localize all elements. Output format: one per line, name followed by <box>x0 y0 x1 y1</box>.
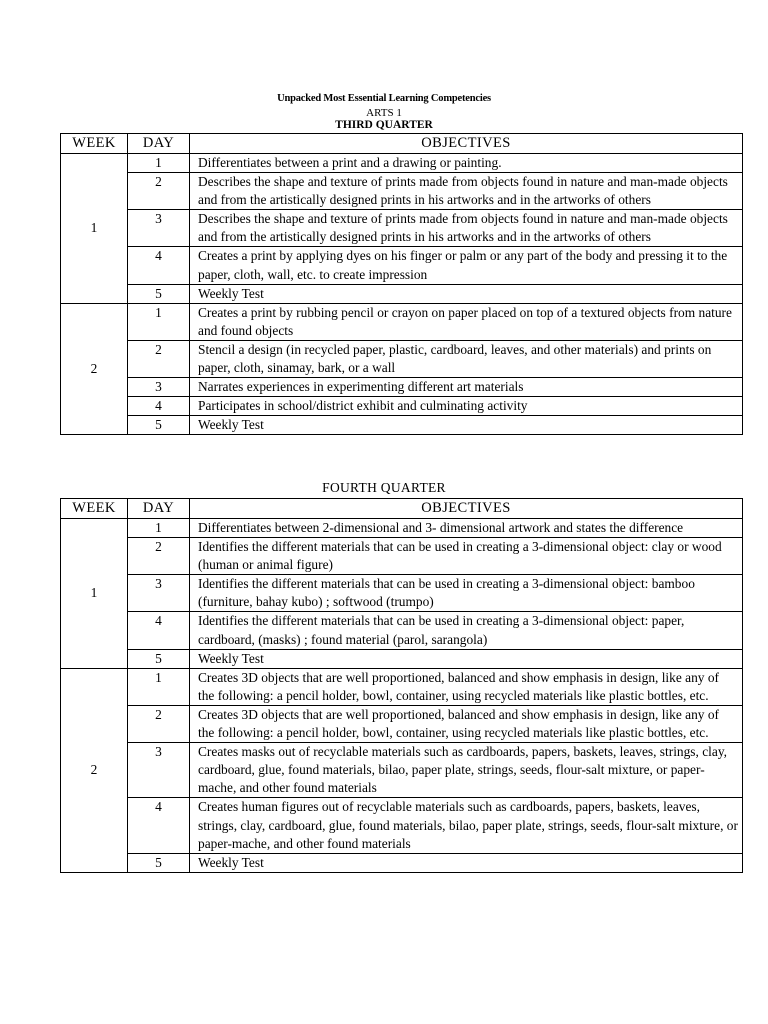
objective-cell: Identifies the different materials that can be used in creating a 3-dimensional object: clay or wood (human or animal figure) <box>190 538 743 575</box>
day-cell: 5 <box>128 649 190 668</box>
objective-cell: Weekly Test <box>190 284 743 303</box>
day-cell: 3 <box>128 575 190 612</box>
table-row <box>61 210 743 247</box>
objective-cell: Weekly Test <box>190 853 743 872</box>
third-quarter-heading: THIRD QUARTER <box>335 119 433 131</box>
day-cell: 1 <box>128 668 190 705</box>
week-cell: 1 <box>61 154 128 304</box>
table-row <box>61 173 743 210</box>
table-row <box>61 612 743 649</box>
week-column-header: WEEK <box>61 134 128 154</box>
day-cell: 5 <box>128 416 190 435</box>
table-row <box>61 284 743 303</box>
day-cell: 1 <box>128 154 190 173</box>
day-column-header: DAY <box>128 134 190 154</box>
objective-cell: Identifies the different materials that can be used in creating a 3-dimensional object: bamboo (furniture, bahay kubo) ; softwood (trumpo) <box>190 575 743 612</box>
day-cell: 2 <box>128 340 190 377</box>
table-row <box>61 668 743 705</box>
week-column-header: WEEK <box>61 499 128 519</box>
objective-cell: Weekly Test <box>190 649 743 668</box>
table-row <box>61 743 743 798</box>
objective-cell: Describes the shape and texture of prints made from objects found in nature and man-made objects and from the artistically designed prints in his artworks and in the artworks of others <box>190 173 743 210</box>
table-row <box>61 154 743 173</box>
table-row <box>61 303 743 340</box>
table-row <box>61 397 743 416</box>
third-quarter-table <box>60 133 743 435</box>
subject-label: ARTS 1 <box>366 107 402 119</box>
day-cell: 5 <box>128 284 190 303</box>
objective-cell: Creates 3D objects that are well proportioned, balanced and show emphasis in design, like any of the following: a pencil holder, bowl, container, using recycled materials like plastic bottles, etc. <box>190 705 743 742</box>
table-row <box>61 416 743 435</box>
objective-cell: Narrates experiences in experimenting different art materials <box>190 378 743 397</box>
objective-cell: Creates a print by applying dyes on his finger or palm or any part of the body and pressing it to the paper, cloth, wall, etc. to create impression <box>190 247 743 284</box>
objective-cell: Weekly Test <box>190 416 743 435</box>
objective-cell: Creates 3D objects that are well proportioned, balanced and show emphasis in design, like any of the following: a pencil holder, bowl, container, using recycled materials like plastic bottles, etc. <box>190 668 743 705</box>
objective-cell: Stencil a design (in recycled paper, plastic, cardboard, leaves, and other materials) and prints on paper, cloth, sinamay, bark, or a wall <box>190 340 743 377</box>
day-cell: 2 <box>128 538 190 575</box>
table-header-row <box>61 134 743 154</box>
objective-cell: Creates human figures out of recyclable materials such as cardboards, papers, baskets, leaves, strings, clay, cardboard, glue, found materials, bilao, paper plate, strings, seeds, flour-salt mixture, or paper-mache, and other found materials <box>190 798 743 853</box>
table-row <box>61 798 743 853</box>
table-row <box>61 519 743 538</box>
week-cell: 1 <box>61 519 128 669</box>
table-row <box>61 575 743 612</box>
table-row <box>61 538 743 575</box>
day-cell: 3 <box>128 210 190 247</box>
table-row <box>61 340 743 377</box>
day-cell: 4 <box>128 798 190 853</box>
objective-cell: Participates in school/district exhibit and culminating activity <box>190 397 743 416</box>
table-row <box>61 705 743 742</box>
fourth-quarter-table <box>60 498 743 873</box>
objective-cell: Creates masks out of recyclable materials such as cardboards, papers, baskets, leaves, strings, clay, cardboard, glue, found materials, bilao, paper plate, strings, seeds, flour-salt mixture, or paper-mache, and other found materials <box>190 743 743 798</box>
day-cell: 5 <box>128 853 190 872</box>
table-row <box>61 853 743 872</box>
week-cell: 2 <box>61 668 128 872</box>
table-row <box>61 247 743 284</box>
day-cell: 3 <box>128 378 190 397</box>
day-cell: 1 <box>128 303 190 340</box>
objectives-column-header: OBJECTIVES <box>190 499 743 519</box>
objective-cell: Differentiates between a print and a drawing or painting. <box>190 154 743 173</box>
document-title: Unpacked Most Essential Learning Competencies <box>277 93 491 104</box>
week-cell: 2 <box>61 303 128 435</box>
day-cell: 4 <box>128 397 190 416</box>
objective-cell: Creates a print by rubbing pencil or crayon on paper placed on top of a textured objects from nature and found objects <box>190 303 743 340</box>
day-cell: 4 <box>128 612 190 649</box>
objective-cell: Identifies the different materials that can be used in creating a 3-dimensional object: paper, cardboard, (masks) ; found material (parol, sarangola) <box>190 612 743 649</box>
day-column-header: DAY <box>128 499 190 519</box>
day-cell: 3 <box>128 743 190 798</box>
table-row <box>61 649 743 668</box>
table-row <box>61 378 743 397</box>
day-cell: 2 <box>128 173 190 210</box>
objectives-column-header: OBJECTIVES <box>190 134 743 154</box>
table-header-row <box>61 499 743 519</box>
objective-cell: Describes the shape and texture of prints made from objects found in nature and man-made objects and from the artistically designed prints in his artworks and in the artworks of others <box>190 210 743 247</box>
objective-cell: Differentiates between 2-dimensional and 3- dimensional artwork and states the difference <box>190 519 743 538</box>
fourth-quarter-heading: FOURTH QUARTER <box>322 480 446 495</box>
day-cell: 1 <box>128 519 190 538</box>
day-cell: 4 <box>128 247 190 284</box>
day-cell: 2 <box>128 705 190 742</box>
